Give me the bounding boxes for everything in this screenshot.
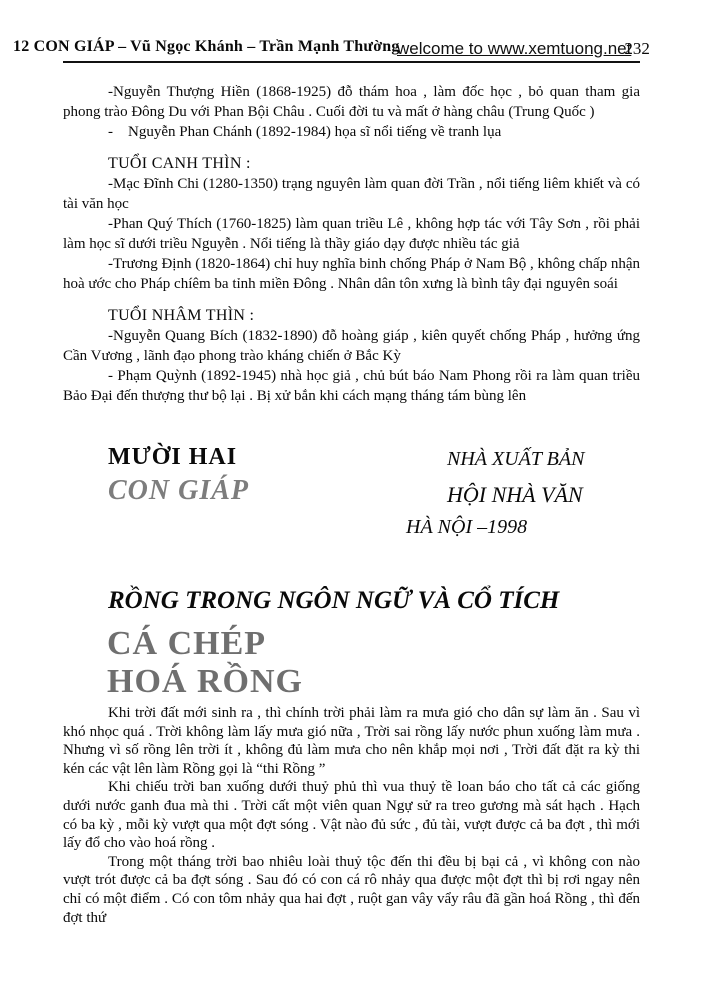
bio-entry: -Phan Quý Thích (1760-1825) làm quan triều Lê , không hợp tác với Tây Sơn , rồi phải làm học sĩ dưới triều Nguyễn . Nổi tiếng là thầy giáo dạy được nhiều tác giả [63,216,640,252]
page-header [0,38,702,62]
story-title-line2: HOÁ RỒNG [107,663,303,700]
header-divider [63,61,640,63]
biographies-section [63,82,640,406]
zodiac-year-heading: TUỔI NHÂM THÌN : [108,307,255,324]
chapter-heading: RỒNG TRONG NGÔN NGỮ VÀ CỔ TÍCH [108,587,560,614]
publisher-line2: HỘI NHÀ VĂN [447,482,583,507]
story-paragraph: Khi chiếu trời ban xuống dưới thuỷ phủ thì vua thuỷ tề loan báo cho tất cả các giống dưới nước ganh đua mà thi . Trời cất một viên quan Ngự sử ra treo gương mà sát hạch . Hạch có ba kỳ , mỗi kỳ vượt qua một đợt sóng . Vật nào đủ sức , đủ tài, vượt được cả ba đợt , thì mới lấy đổ cho vào hoá rồng . [63,779,640,852]
book-title-line1: MƯỜI HAI [108,444,238,470]
publisher-line1: NHÀ XUẤT BẢN [447,448,585,470]
bio-entry: -Nguyễn Thượng Hiền (1868-1925) đỗ thám hoa , làm đốc học , bỏ quan tham gia phong trào Đông Du với Phan Bội Châu . Cuối đời tu và mất ở hàng châu (Trung Quốc ) [63,84,640,120]
bio-entry: - Nguyễn Phan Chánh (1892-1984) họa sĩ nổi tiếng về tranh lụa [108,124,502,140]
bio-entry: - Phạm Quỳnh (1892-1945) nhà học giả , chủ bút báo Nam Phong rồi ra làm quan triều Bảo Đại đến thượng thư bộ lại . Bị xử bắn khi cách mạng tháng tám bùng lên [63,368,640,404]
story-section [63,704,640,927]
story-paragraph: Khi trời đất mới sinh ra , thì chính trời phải làm ra mưa gió cho dân sự làm ăn . Sau vì khó nhọc quá . Trời không làm lấy mưa gió nữa , Trời sai rồng lấy nước phun xuống làm mưa . Nhưng vì số rồng lên trời ít , không đủ làm mưa cho nên khắp mọi nơi , Trời đất đặt ra kỳ thi kén các vật lên làm Rồng gọi là “thi Rồng ” [63,705,640,777]
header-right-group [397,39,650,59]
site-link[interactable]: welcome to www.xemtuong.net [397,39,632,58]
publisher-city-year: HÀ NỘI –1998 [406,516,528,538]
page-number: 232 [624,39,650,58]
story-paragraph: Trong một tháng trời bao nhiêu loài thuỷ tộc đến thi đều bị bại cả , vì không con nào vượt trót được cả ba đợt sóng . Sau đó có con cá rô nhảy qua được một đợt thì bị rơi ngay nên chỉ có một điểm . Có con tôm nhảy qua hai đợt , ruột gan vây vẩy râu đã gần hoá Rồng , thì đến đợt thứ [63,853,640,926]
bio-entry: -Mạc Đĩnh Chi (1280-1350) trạng nguyên làm quan đời Trần , nổi tiếng liêm khiết và có tài văn học [63,176,640,212]
zodiac-year-heading: TUỔI CANH THÌN : [108,155,251,172]
bio-entry: -Nguyễn Quang Bích (1832-1890) đỗ hoàng giáp , kiên quyết chống Pháp , hưởng ứng Cần Vương , lãnh đạo phong trào kháng chiến ở Bắc Kỳ [63,328,640,364]
bio-entry: -Trương Định (1820-1864) chỉ huy nghĩa binh chống Pháp ở Nam Bộ , không chấp nhận hoà ước cho Pháp chíêm ba tỉnh miền Đông . Nhân dân tôn xưng là bình tây đại nguyên soái [63,256,640,292]
story-title-line1: CÁ CHÉP [107,625,267,662]
book-title-line2: CON GIÁP [108,475,250,506]
header-book-title: 12 CON GIÁP – Vũ Ngọc Khánh – Trần Mạnh Thường [13,38,400,55]
